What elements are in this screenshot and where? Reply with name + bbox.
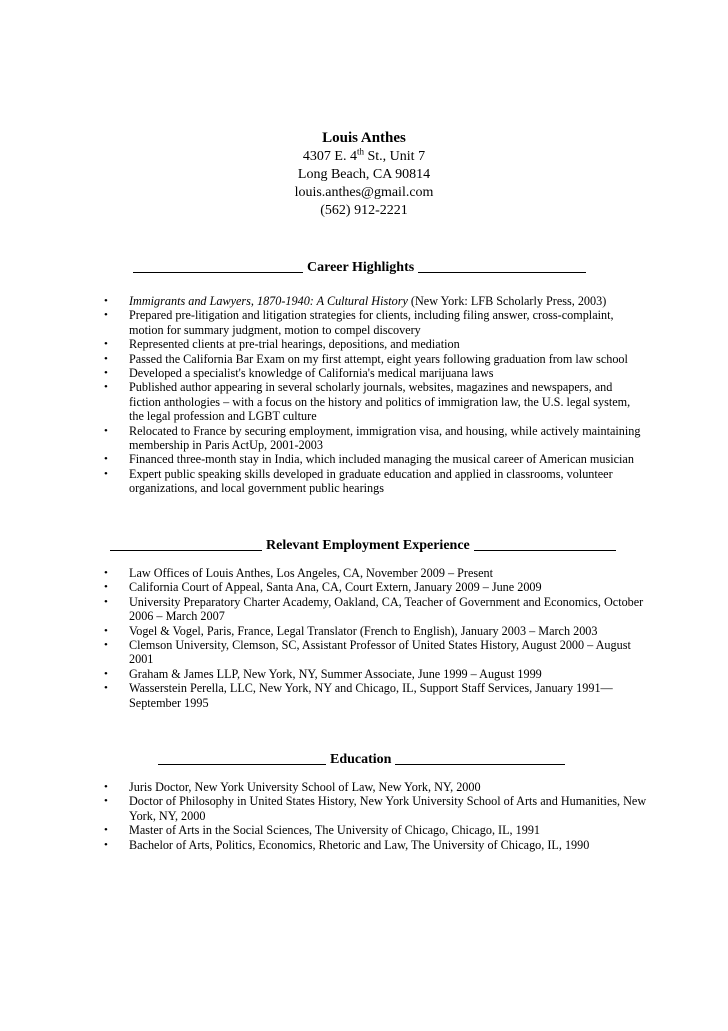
list-item bbox=[0, 823, 649, 837]
bullet-icon: • bbox=[104, 639, 108, 652]
list-item-text: California Court of Appeal, Santa Ana, CA, Court Extern, January 2009 – June 2009 bbox=[129, 580, 542, 595]
list-item bbox=[0, 780, 649, 794]
list-item-text: Doctor of Philosophy in United States History, New York University School of Arts and Humanities, New York, NY, 2000 bbox=[129, 794, 647, 823]
heading-rule-right bbox=[474, 550, 616, 551]
bullet-icon: • bbox=[104, 781, 108, 793]
bullet-icon: • bbox=[104, 581, 108, 594]
list-item bbox=[0, 424, 649, 453]
bullet-icon: • bbox=[104, 624, 108, 637]
street-address bbox=[214, 148, 514, 166]
list-item bbox=[0, 667, 649, 681]
list-item bbox=[0, 624, 649, 638]
list-item-text: Developed a specialist's knowledge of California's medical marijuana laws bbox=[129, 366, 494, 381]
career-list bbox=[0, 294, 649, 496]
list-item bbox=[0, 595, 649, 624]
list-item-text: Published author appearing in several scholarly journals, websites, magazines and newspapers, and fiction anthologies – with a focus on the history and politics of immigration law, the U.S. legal system, the legal profession and LGBT culture bbox=[129, 380, 631, 424]
bullet-icon: • bbox=[104, 309, 108, 322]
list-item bbox=[0, 308, 649, 337]
bullet-icon: • bbox=[104, 795, 108, 808]
bullet-icon: • bbox=[104, 595, 108, 608]
list-item bbox=[0, 681, 641, 710]
career-heading bbox=[133, 260, 586, 276]
heading-rule-left bbox=[158, 764, 326, 765]
bullet-icon: • bbox=[104, 667, 108, 680]
list-item-text: Passed the California Bar Exam on my first attempt, eight years following graduation from law school bbox=[129, 351, 628, 366]
list-item bbox=[0, 467, 641, 496]
list-item bbox=[0, 380, 641, 423]
bullet-icon: • bbox=[104, 352, 108, 365]
address-superscript: th bbox=[356, 146, 364, 157]
list-item-text: Prepared pre-litigation and litigation strategies for clients, including filing answer, cross-complaint, motion for summary judgment, motion to compel discovery bbox=[129, 308, 614, 337]
bullet-icon: • bbox=[104, 682, 108, 695]
person-name: Louis Anthes bbox=[322, 130, 406, 146]
list-item-text: Wasserstein Perella, LLC, New York, NY and Chicago, IL, Support Staff Services, January 1991— September 1995 bbox=[129, 681, 613, 710]
list-item-text: Clemson University, Clemson, SC, Assistant Professor of United States History, August 2000 – August 2001 bbox=[129, 638, 631, 667]
list-item-text: (New York: LFB Scholarly Press, 2003) bbox=[407, 294, 607, 308]
list-item-text: Represented clients at pre-trial hearings, depositions, and mediation bbox=[129, 337, 460, 352]
list-item-text: Juris Doctor, New York University School of Law, New York, NY, 2000 bbox=[129, 780, 481, 794]
contact-header bbox=[214, 128, 514, 220]
list-item bbox=[0, 580, 649, 594]
bullet-icon: • bbox=[104, 381, 108, 394]
address-suffix: St., Unit 7 bbox=[364, 149, 426, 164]
heading-rule-right bbox=[395, 764, 565, 765]
city-line: Long Beach, CA 90814 bbox=[297, 167, 431, 182]
heading-rule-left bbox=[133, 272, 303, 273]
list-item bbox=[0, 337, 649, 351]
list-item-text: Relocated to France by securing employment, immigration visa, and housing, while actively maintaining membership in Paris ActUp, 2001-2003 bbox=[129, 423, 641, 453]
list-item-text: Financed three-month stay in India, which included managing the musical career of American musician bbox=[129, 452, 634, 467]
bullet-icon: • bbox=[104, 824, 108, 837]
employment-list bbox=[0, 566, 649, 710]
bullet-icon: • bbox=[104, 567, 108, 579]
bullet-icon: • bbox=[104, 838, 108, 851]
career-heading-title: Career Highlights bbox=[307, 260, 415, 275]
list-item-text: Law Offices of Louis Anthes, Los Angeles, CA, November 2009 – Present bbox=[129, 566, 493, 580]
list-item bbox=[0, 352, 649, 366]
bullet-icon: • bbox=[104, 467, 108, 480]
list-item-text: Vogel & Vogel, Paris, France, Legal Translator (French to English), January 2003 – March 2003 bbox=[129, 623, 598, 638]
list-item bbox=[0, 638, 649, 667]
list-item bbox=[0, 794, 649, 823]
list-item-text: Expert public speaking skills developed in graduate education and applied in classrooms, volunteer organizations, and local government public hearings bbox=[129, 466, 613, 496]
list-item bbox=[0, 838, 649, 852]
bullet-icon: • bbox=[104, 367, 108, 380]
phone-number: (562) 912-2221 bbox=[320, 203, 408, 218]
heading-rule-right bbox=[418, 272, 586, 273]
list-item bbox=[0, 294, 649, 308]
list-item-text: University Preparatory Charter Academy, Oakland, CA, Teacher of Government and Economics, October 2006 – March 2007 bbox=[129, 594, 644, 624]
address-prefix: 4307 E. 4 bbox=[302, 149, 357, 164]
list-item bbox=[0, 566, 649, 580]
bullet-icon: • bbox=[104, 424, 108, 437]
list-item-text: Bachelor of Arts, Politics, Economics, Rhetoric and Law, The University of Chicago, IL, 1990 bbox=[129, 837, 590, 852]
email-address: louis.anthes@gmail.com bbox=[294, 185, 434, 200]
bullet-icon: • bbox=[104, 338, 108, 351]
list-item bbox=[0, 452, 649, 466]
list-item-text: Master of Arts in the Social Sciences, The University of Chicago, Chicago, IL, 1991 bbox=[129, 823, 541, 838]
education-list bbox=[0, 780, 649, 852]
bullet-icon: • bbox=[104, 453, 108, 466]
employment-heading-title: Relevant Employment Experience bbox=[266, 538, 470, 553]
list-item bbox=[0, 366, 649, 380]
education-heading bbox=[158, 752, 565, 768]
bullet-icon: • bbox=[104, 295, 108, 307]
list-item-text: Graham & James LLP, New York, NY, Summer Associate, June 1999 – August 1999 bbox=[129, 666, 542, 681]
employment-heading bbox=[110, 538, 616, 554]
education-heading-title: Education bbox=[330, 752, 392, 767]
heading-rule-left bbox=[110, 550, 262, 551]
book-title: Immigrants and Lawyers, 1870-1940: A Cultural History bbox=[129, 294, 408, 308]
